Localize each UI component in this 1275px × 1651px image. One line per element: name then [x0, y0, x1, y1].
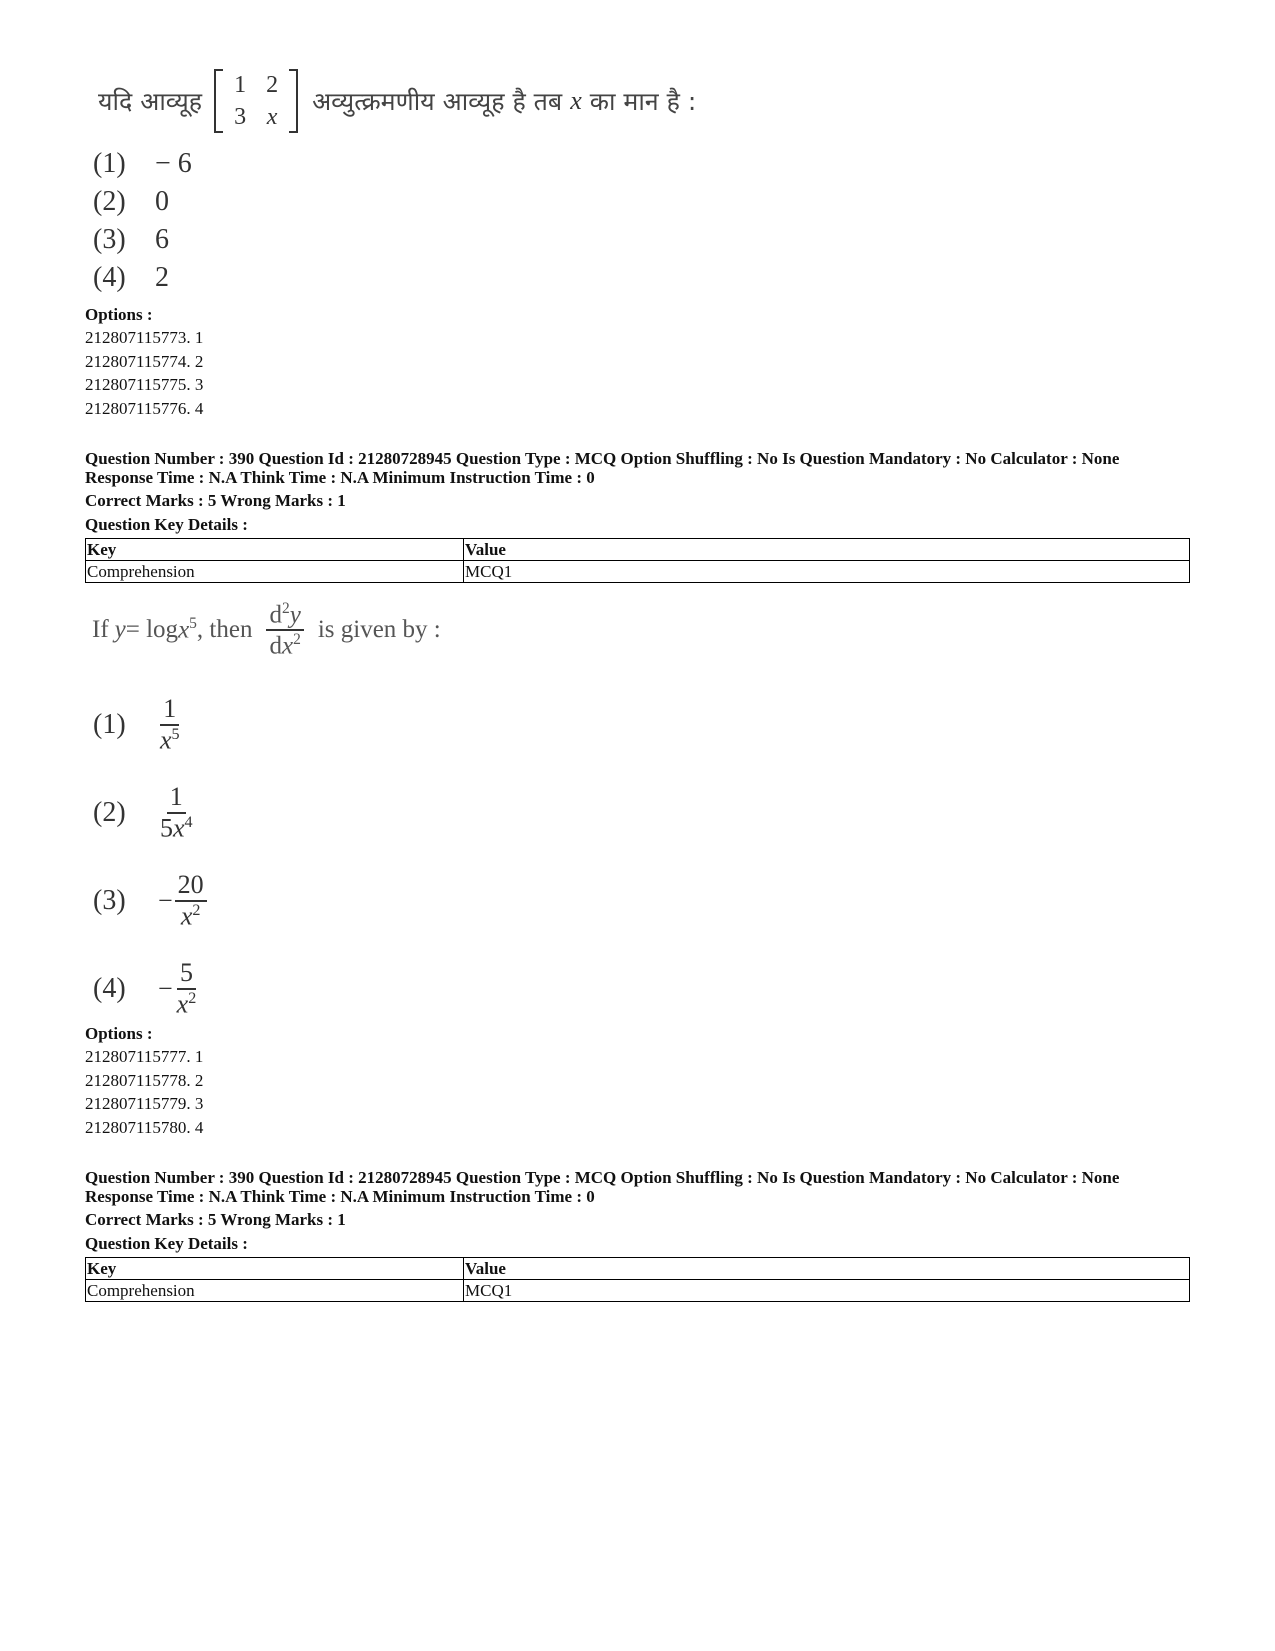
option-row: 212807115775. 3 [85, 375, 204, 394]
choice-number: (2) [93, 797, 126, 828]
question-info-line: Question Number : 390 Question Id : 21280728945 Question Type : MCQ Option Shuffling : No Is Question Mandatory : No Calculator : None [85, 1168, 1120, 1187]
key-details-table [85, 538, 1190, 583]
stem-var: x [178, 616, 190, 644]
choice-fraction [175, 871, 207, 931]
question-1-stem [98, 66, 696, 136]
fraction-var: x [180, 901, 193, 931]
options-label: Options : [85, 305, 153, 324]
question-meta-2 [85, 1168, 1190, 1302]
table-cell-key: Comprehension [86, 561, 464, 583]
derivative-fraction [266, 600, 303, 660]
question-1-options [85, 303, 203, 420]
choice-number: (1) [93, 709, 126, 740]
question-1-prefix: यदि आव्यूह [98, 87, 203, 116]
choice-sign: − [158, 886, 173, 915]
key-details-table [85, 1257, 1190, 1302]
stem-text: If [92, 616, 109, 643]
option-row: 212807115773. 1 [85, 328, 204, 347]
matrix-cell: 1 [234, 72, 247, 98]
option-row: 212807115779. 3 [85, 1094, 204, 1113]
deriv-d: d [269, 632, 282, 660]
fraction-var: x [173, 813, 185, 843]
key-details-label: Question Key Details : [85, 1234, 248, 1253]
table-row [86, 539, 1190, 561]
fraction-var: x [176, 989, 189, 1019]
question-timing-line: Response Time : N.A Think Time : N.A Minimum Instruction Time : 0 [85, 468, 595, 487]
table-cell-value: MCQ1 [464, 1280, 1190, 1302]
choice-value: 2 [155, 262, 169, 293]
fraction-exp: 4 [184, 813, 193, 831]
deriv-d: d [269, 601, 282, 629]
question-timing-line: Response Time : N.A Think Time : N.A Minimum Instruction Time : 0 [85, 1187, 595, 1206]
table-cell-value: MCQ1 [464, 561, 1190, 583]
option-row: 212807115776. 4 [85, 398, 204, 418]
deriv-exp: 2 [293, 631, 301, 648]
choice-fraction [175, 959, 199, 1019]
question-2-choice [93, 866, 207, 936]
question-1-choice [93, 148, 192, 180]
choice-number: (4) [93, 262, 126, 293]
fraction-coef: 5 [160, 813, 173, 843]
choice-value: 0 [155, 186, 169, 217]
stem-exp: 5 [189, 615, 197, 633]
stem-text: = log [125, 616, 179, 643]
fraction-numerator: 1 [167, 783, 186, 814]
deriv-var: y [289, 601, 301, 629]
matrix-cell: 2 [266, 72, 279, 98]
choice-number: (1) [93, 148, 126, 179]
deriv-var: x [281, 632, 294, 660]
question-1-suffix-end: का मान है : [589, 87, 697, 116]
table-header-value: Value [464, 1258, 1190, 1280]
choice-fraction [158, 783, 195, 843]
table-header-value: Value [464, 539, 1190, 561]
option-row: 212807115778. 2 [85, 1070, 204, 1090]
key-details-label: Question Key Details : [85, 515, 248, 534]
fraction-exp: 5 [171, 725, 180, 743]
matrix-cell: 3 [234, 104, 247, 130]
fraction-numerator: 1 [160, 695, 179, 726]
choice-value: 6 [155, 224, 169, 255]
option-row: 212807115774. 2 [85, 351, 204, 371]
fraction-exp: 2 [192, 901, 201, 919]
question-1-choice [93, 262, 169, 294]
question-2-choice [93, 690, 182, 760]
options-label: Options : [85, 1024, 153, 1043]
choice-number: (2) [93, 186, 126, 217]
question-1-choice [93, 224, 169, 256]
choice-sign: − [158, 974, 173, 1003]
question-1-matrix [214, 69, 298, 133]
stem-text: is given by : [317, 616, 441, 643]
deriv-exp: 2 [281, 600, 290, 618]
question-1-suffix: अव्युत्क्रमणीय आव्यूह है तब [312, 87, 563, 116]
table-row [86, 561, 1190, 583]
option-row: 212807115780. 4 [85, 1117, 204, 1137]
table-cell-key: Comprehension [86, 1280, 464, 1302]
question-meta-1 [85, 449, 1190, 583]
question-1-choice [93, 186, 169, 218]
question-2-choice [93, 778, 195, 848]
choice-number: (4) [93, 973, 126, 1004]
choice-fraction [158, 695, 182, 755]
table-header-key: Key [86, 539, 464, 561]
fraction-numerator: 20 [175, 871, 207, 902]
question-info-line: Question Number : 390 Question Id : 21280728945 Question Type : MCQ Option Shuffling : No Is Question Mandatory : No Calculator : None [85, 449, 1120, 468]
option-row: 212807115777. 1 [85, 1047, 204, 1066]
choice-number: (3) [93, 885, 126, 916]
stem-text: , then [196, 616, 253, 643]
fraction-exp: 2 [188, 989, 197, 1007]
fraction-numerator: 5 [177, 959, 196, 990]
choice-number: (3) [93, 224, 126, 255]
question-2-options [85, 1022, 203, 1139]
table-row [86, 1280, 1190, 1302]
table-header-key: Key [86, 1258, 464, 1280]
marks-line: Correct Marks : 5 Wrong Marks : 1 [85, 491, 346, 510]
table-row [86, 1258, 1190, 1280]
question-2-stem [92, 590, 441, 670]
question-1-var: x [570, 86, 582, 115]
fraction-var: x [160, 725, 172, 755]
matrix-cell: x [266, 104, 278, 130]
question-2-choice [93, 954, 198, 1024]
choice-value: − 6 [155, 148, 192, 179]
stem-var: y [114, 616, 126, 643]
marks-line: Correct Marks : 5 Wrong Marks : 1 [85, 1210, 346, 1229]
